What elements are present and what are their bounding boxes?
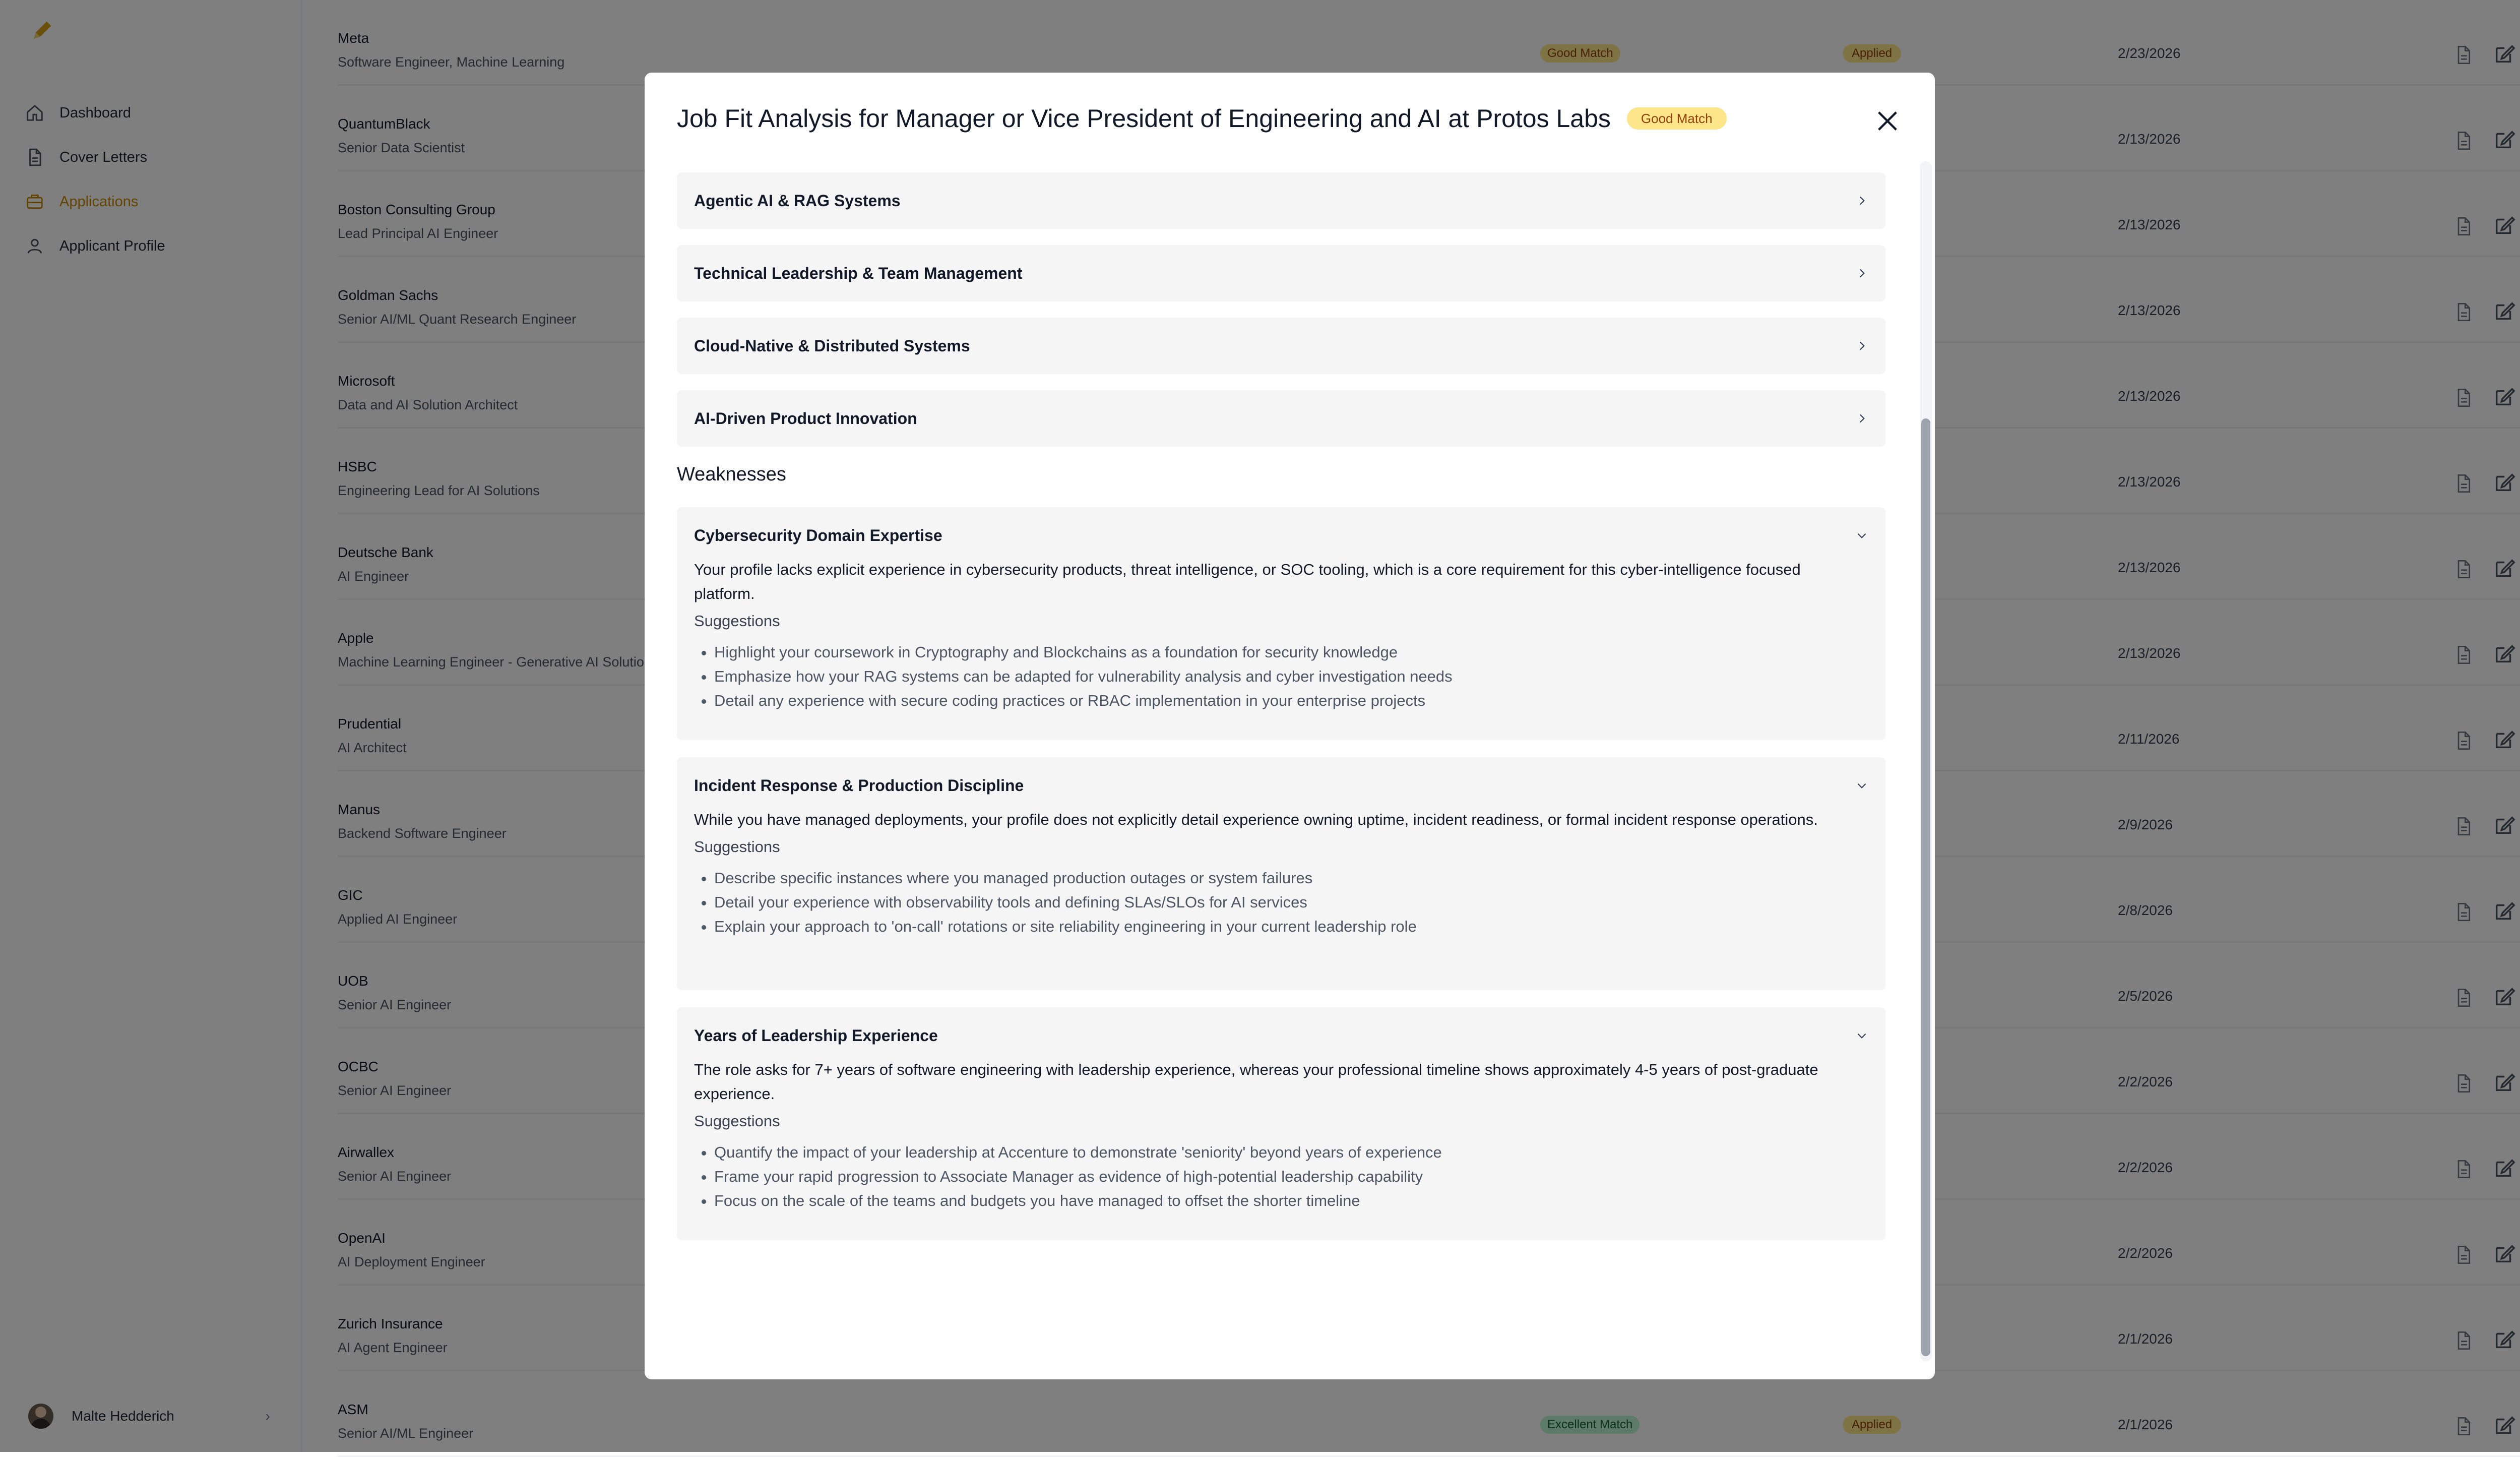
dialog-title: Job Fit Analysis for Manager or Vice President of Engineering and AI at Protos Labs [677, 104, 1611, 133]
accordion-header[interactable] [677, 318, 1885, 374]
close-icon[interactable] [1874, 108, 1901, 134]
suggestion-item: • Highlight your coursework in Cryptography and Blockchains as a foundation for security knowledge [714, 640, 1868, 664]
chevron-down-icon [1855, 1029, 1868, 1042]
chevron-down-icon [1855, 529, 1868, 542]
chevron-right-icon [1855, 267, 1868, 280]
weakness-description: The role asks for 7+ years of software engineering with leadership experience, whereas your professional timeline shows approximately 4-5 years of post-graduate experience. [694, 1061, 1818, 1103]
accordion-header[interactable] [677, 390, 1885, 447]
weaknesses-heading: Weaknesses [677, 464, 786, 485]
accordion-header[interactable] [677, 507, 1885, 564]
weakness-description: While you have managed deployments, your profile does not explicitly detail experience owning uptime, incident readiness, or formal incident response operations. [694, 811, 1818, 828]
weakness-accordion-item [677, 1007, 1885, 1240]
suggestion-item: • Explain your approach to 'on-call' rotations or site reliability engineering in your current leadership role [714, 915, 1868, 939]
suggestion-item: • Quantify the impact of your leadership at Accenture to demonstrate 'seniority' beyond years of experience [714, 1140, 1868, 1165]
accordion-title: AI-Driven Product Innovation [694, 409, 917, 428]
suggestions-label: Suggestions [694, 1112, 780, 1130]
suggestions-label: Suggestions [694, 838, 780, 856]
suggestion-item: • Describe specific instances where you managed production outages or system failures [714, 866, 1868, 890]
strength-accordion-item[interactable] [677, 172, 1885, 229]
accordion-title: Years of Leadership Experience [694, 1026, 938, 1045]
accordion-header[interactable] [677, 245, 1885, 301]
weakness-accordion-item [677, 757, 1885, 990]
chevron-right-icon [1855, 194, 1868, 207]
suggestion-item: • Detail your experience with observability tools and defining SLAs/SLOs for AI services [714, 890, 1868, 915]
accordion-title: Incident Response & Production Discipline [694, 776, 1024, 795]
strength-accordion-item[interactable] [677, 318, 1885, 374]
match-badge: Good Match [1627, 107, 1727, 130]
accordion-title: Cybersecurity Domain Expertise [694, 526, 942, 544]
weakness-description: Your profile lacks explicit experience in cybersecurity products, threat intelligence, or SOC tooling, which is a core requirement for this cyber-intelligence focused platform. [694, 561, 1801, 602]
chevron-right-icon [1855, 339, 1868, 352]
suggestion-item: • Detail any experience with secure coding practices or RBAC implementation in your enterprise projects [714, 689, 1868, 713]
accordion-header[interactable] [677, 757, 1885, 814]
weakness-accordion-item [677, 507, 1885, 740]
dialog-title-row [677, 104, 1727, 133]
job-fit-analysis-dialog [645, 73, 1935, 1379]
suggestion-item: • Frame your rapid progression to Associate Manager as evidence of high-potential leadership capability [714, 1165, 1868, 1189]
suggestions-label: Suggestions [694, 612, 780, 630]
strength-accordion-item[interactable] [677, 245, 1885, 301]
strength-accordion-item[interactable] [677, 390, 1885, 447]
accordion-title: Technical Leadership & Team Management [694, 264, 1023, 282]
accordion-title: Cloud-Native & Distributed Systems [694, 336, 970, 355]
accordion-header[interactable] [677, 1007, 1885, 1064]
dialog-scrollbar[interactable] [1920, 161, 1932, 1361]
suggestions-list [694, 866, 1868, 939]
accordion-title: Agentic AI & RAG Systems [694, 191, 901, 210]
suggestions-list [694, 1140, 1868, 1213]
accordion-header[interactable] [677, 172, 1885, 229]
suggestion-item: • Focus on the scale of the teams and budgets you have managed to offset the shorter timeline [714, 1189, 1868, 1213]
suggestions-list [694, 640, 1868, 713]
suggestion-item: • Emphasize how your RAG systems can be adapted for vulnerability analysis and cyber investigation needs [714, 664, 1868, 689]
chevron-down-icon [1855, 779, 1868, 792]
chevron-right-icon [1855, 412, 1868, 425]
